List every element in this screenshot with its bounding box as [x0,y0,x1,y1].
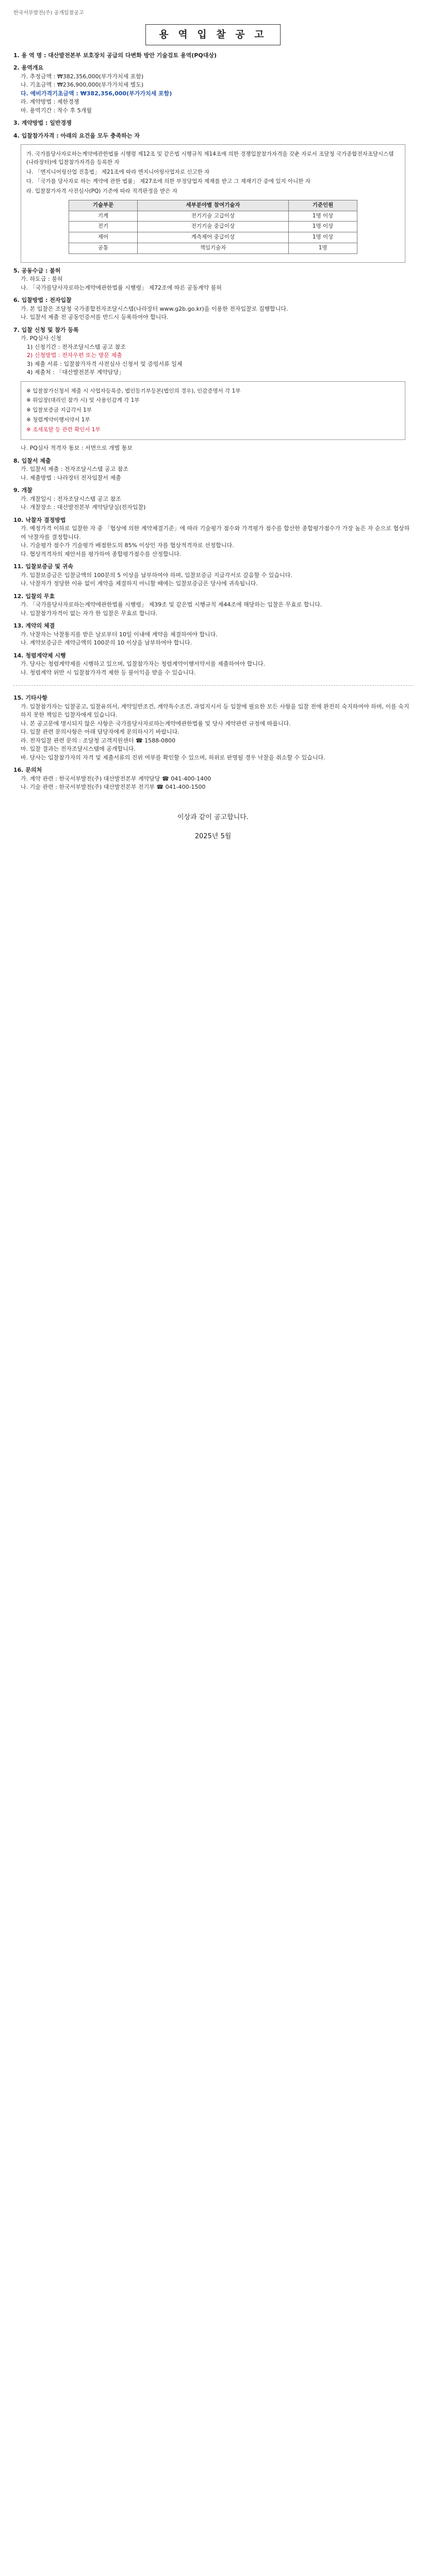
section-2-item: 라. 계약방법 : 제한경쟁 [21,98,79,105]
closing-statement: 이상과 같이 공고합니다. [177,813,249,821]
table-cell: 책임기술자 [137,243,288,253]
table-header: 세부분야별 참여기술자 [137,200,288,211]
section-15-item: 다. 입찰 관련 문의사항은 아래 담당자에게 문의하시기 바랍니다. [21,728,179,736]
required-docs-box [21,381,405,440]
table-cell: 기계 [69,211,138,222]
table-cell: 전기기술 고급이상 [137,211,288,222]
section-6: 6. 입찰방법 : 전자입찰 [13,297,72,303]
notice-date: 2025년 5월 [194,833,232,841]
section-5: 5. 공동수급 : 불허 [13,267,61,274]
section-10: 10. 낙찰자 결정방법 [13,516,66,523]
table-row [69,243,357,253]
section-11: 11. 입찰보증금 및 귀속 [13,563,73,570]
table-row [69,222,357,232]
document-header: 한국서부발전(주) 공개입찰공고 [13,10,84,16]
required-doc: ※ 청렴계약이행서약서 1부 [26,416,90,423]
section-2-item: 마. 용역기간 : 착수 후 5개월 [21,107,92,114]
section-9-item: 나. 개찰장소 : 대산발전본부 계약담당실(전자입찰) [21,504,146,511]
eligibility-note: 나. 「엔지니어링산업 진흥법」 제21조에 따라 엔지니어링사업자로 신고한 자 [26,168,210,175]
required-doc: ※ 위임장(대리인 참가 시) 및 사용인감계 각 1부 [26,397,140,404]
section-16: 16. 문의처 [13,767,42,774]
section-7-item: 1) 신청기간 : 전자조달시스템 공고 참조 [27,343,126,350]
section-8: 8. 입찰서 제출 [13,457,51,464]
required-doc: ※ 입찰참가신청서 제출 시 사업자등록증, 법인등기부등본(법인의 경우), 인감증명서 각 1부 [26,387,241,394]
section-13: 13. 계약의 체결 [13,622,55,630]
section-15-item: 라. 전자입찰 관련 문의 : 조달청 고객지원센터 ☎ 1588-0800 [21,737,176,744]
table-header: 기술부문 [69,200,138,211]
section-10-item: 가. 예정가격 이하로 입찰한 자 중 「협상에 의한 계약체결기준」에 따라 기술평가 점수와 가격평가 점수를 합산한 종합평가점수가 가장 높은 자 순으로 협상하여 낙찰자를 결정합니다. [21,525,410,540]
table-row [69,232,357,243]
section-divider [13,685,413,686]
table-cell: 전기 [69,222,138,232]
table-cell: 전기기술 중급이상 [137,222,288,232]
section-15-item: 나. 본 공고문에 명시되지 않은 사항은 국가를당사자로하는계약에관한법률 및 당사 계약관련 규정에 따릅니다. [21,720,291,727]
section-8-item: 가. 입찰서 제출 : 전자조달시스템 공고 참조 [21,466,128,473]
section-8-item: 나. 제출방법 : 나라장터 전자입찰서 제출 [21,474,121,481]
section-16-item: 가. 계약 관련 : 한국서부발전(주) 대산발전본부 계약담당 ☎ 041-400-1400 [21,775,211,782]
section-9-item: 가. 개찰일시 : 전자조달시스템 공고 참조 [21,495,121,502]
section-13-item: 나. 계약보증금은 계약금액의 100분의 10 이상을 납부하여야 합니다. [21,639,192,647]
section-12: 12. 입찰의 무효 [13,592,55,600]
section-10-item: 나. 기술평가 점수가 기술평가 배점한도의 85% 이상인 자를 협상적격자로 선정합니다. [21,542,234,549]
table-header: 기준인원 [289,200,357,211]
section-4: 4. 입찰참가자격 : 아래의 요건을 모두 충족하는 자 [13,132,140,139]
section-7-item: 나. PQ심사 적격자 통보 : 서면으로 개별 통보 [21,445,133,452]
required-doc: ※ 조세포탈 등 관련 확인서 1부 [26,426,101,433]
section-14-item: 나. 청렴계약 위반 시 입찰참가자격 제한 등 불이익을 받을 수 있습니다. [21,669,196,676]
section-2: 2. 용역개요 [13,64,44,71]
table-cell: 계측제어 중급이상 [137,232,288,243]
section-1: 1. 용 역 명 : 대산발전본부 보호장치 공급의 다변화 방안 기술검토 용역(PQ대상) [13,52,217,59]
eligibility-note: 다. 「국가를 당사자로 하는 계약에 관한 법률」 제27조에 의한 부정당업자 제재를 받고 그 제재기간 중에 있지 아니한 자 [26,178,310,185]
section-11-item: 나. 낙찰자가 정당한 이유 없이 계약을 체결하지 아니할 때에는 입찰보증금은 당사에 귀속됩니다. [21,580,258,587]
table-cell: 1명 이상 [289,232,357,243]
section-12-item: 나. 입찰참가자격이 없는 자가 한 입찰은 무효로 합니다. [21,609,158,617]
section-3: 3. 계약방법 : 일반경쟁 [13,120,72,126]
table-cell: 제어 [69,232,138,243]
section-15: 15. 기타사항 [13,694,47,702]
eligibility-note: 라. 입찰참가자격 사전심사(PQ) 기준에 따라 적격판정을 받은 자 [26,188,177,194]
required-doc: ※ 입찰보증금 지급각서 1부 [26,407,92,413]
table-cell: 1명 이상 [289,222,357,232]
section-7-item: 4) 제출처 : 「대산발전본부 계약담당」 [27,369,125,376]
section-5-item: 나. 「국가를당사자로하는계약에관한법률 시행령」 제72조에 따른 공동계약 불허 [21,284,222,291]
section-10-item: 다. 협상적격자의 제안서를 평가하여 종합평가점수를 산정합니다. [21,550,182,557]
eligibility-note: 가. 국가를당사자로하는계약에관한법률 시행령 제12조 및 같은법 시행규칙 제14조에 의한 경쟁입찰참가자격을 갖춘 자로서 조달청 국가종합전자조달시스템(나라장터)에 입찰참가자격을 등록한 자 [26,151,394,165]
section-7: 7. 입찰 신청 및 참가 등록 [13,326,79,333]
section-7-item: 2) 신청방법 : 전자우편 또는 방문 제출 [27,352,122,359]
section-6-item: 가. 본 입찰은 조달청 국가종합전자조달시스템(나라장터 www.g2b.go.kr)을 이용한 전자입찰로 집행합니다. [21,305,288,312]
section-14-item: 가. 당사는 청렴계약제를 시행하고 있으며, 입찰참가자는 청렴계약이행서약서를 제출하여야 합니다. [21,660,266,668]
technician-table [69,200,357,254]
eligibility-notebox [21,144,405,263]
section-14: 14. 청렴계약제 시행 [13,652,66,659]
section-15-item: 마. 입찰 결과는 전자조달시스템에 공개합니다. [21,745,136,753]
section-15-item: 가. 입찰참가자는 입찰공고, 입찰유의서, 계약일반조건, 계약특수조건, 과업지시서 등 입찰에 필요한 모든 사항을 입찰 전에 완전히 숙지하여야 하며, 이를 숙지하지 못한 책임은 입찰자에게 있습니다. [21,703,409,719]
section-6-item: 나. 입찰서 제출 전 공동인증서를 반드시 등록하여야 합니다. [21,314,169,320]
section-9: 9. 개찰 [13,487,32,494]
notice-title: 용 역 입 찰 공 고 [145,24,281,45]
section-5-item: 가. 하도급 : 불허 [21,276,63,282]
section-7-item: 3) 제출 서류 : 입찰참가자격 사전심사 신청서 및 증빙서류 일체 [27,360,183,367]
table-cell: 1명 [289,243,357,253]
section-2-item: 다. 예비가격기초금액 : ₩382,356,000(부가가치세 포함) [21,90,172,97]
table-cell: 1명 이상 [289,211,357,222]
section-2-item: 가. 추정금액 : ₩382,356,000(부가가치세 포함) [21,73,144,80]
section-7-item: 가. PQ심사 신청 [21,335,61,342]
section-2-item: 나. 기초금액 : ₩236,900,000(부가가치세 별도) [21,81,144,88]
section-13-item: 가. 낙찰자는 낙찰통지를 받은 날로부터 10일 이내에 계약을 체결하여야 합니다. [21,631,218,638]
section-16-item: 나. 기술 관련 : 한국서부발전(주) 대산발전본부 전기부 ☎ 041-400-1500 [21,784,206,791]
table-row [69,211,357,222]
table-header-row [69,200,357,211]
table-cell: 공통 [69,243,138,253]
section-11-item: 가. 입찰보증금은 입찰금액의 100분의 5 이상을 납부하여야 하며, 입찰보증금 지급각서로 갈음할 수 있습니다. [21,571,292,579]
section-15-item: 바. 당사는 입찰참가자의 자격 및 제출서류의 진위 여부를 확인할 수 있으며, 허위로 판명될 경우 낙찰을 취소할 수 있습니다. [21,754,325,761]
section-12-item: 가. 「국가를당사자로하는계약에관한법률 시행령」 제39조 및 같은법 시행규칙 제44조에 해당하는 입찰은 무효로 합니다. [21,601,322,608]
